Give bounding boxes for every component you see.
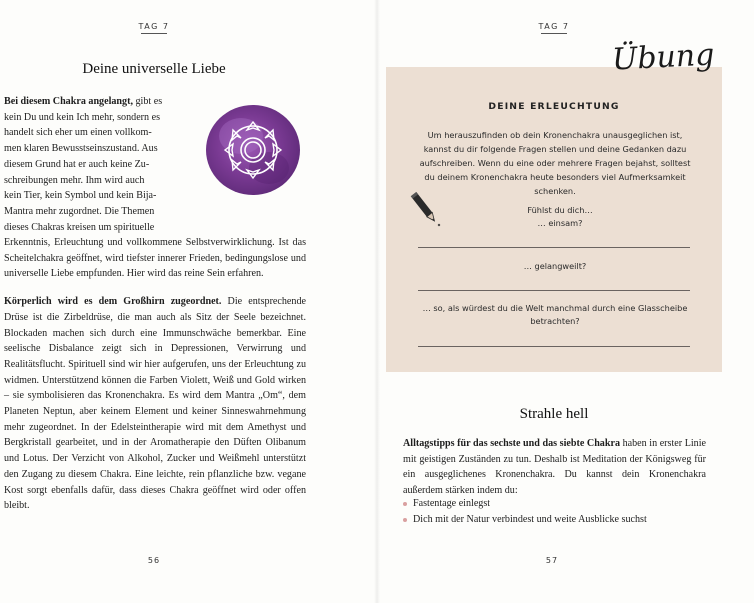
answer-line-3[interactable] [418,346,690,347]
exercise-title: DEINE ERLEUCHTUNG [488,101,620,112]
question-2: … gelangweilt? [523,261,587,271]
text-line: kein Tier, kein Symbol und kein Bija- [4,190,157,202]
text-line: diesem Grund hat er auch keine Zu- [4,158,150,170]
right-body-text [403,436,706,499]
right-running-head: TAG 7 [524,22,584,34]
tips-body: haben in erster Linie mit geistigen Zuständen zu tun. Deshalb ist Meditation der Königsweg für ein ausgeglichenes Kronenchakra. Du kannst dein Kronenchakra außerdem stärken indem du: [403,438,706,497]
text-line: Mantra mehr zugordnet. Die Themen [4,205,155,217]
right-section-title: Strahle hell [519,406,589,422]
question-lead: Fühlst du dich… [527,205,593,215]
pencil-icon [407,186,443,230]
para2 [4,294,306,514]
left-para1-narrow [4,94,199,235]
uebung-script-label: Übung [611,37,716,78]
right-page-number: 57 [545,556,559,565]
crown-chakra-icon [203,102,303,198]
para1-lead: Bei diesem Chakra angelangt, [4,96,133,107]
text-line: kein Du und kein Ich mehr, sondern es [4,111,161,123]
left-page-title: Deine universelle Liebe [82,61,226,77]
para2-lead: Körperlich wird es dem Großhirn zugeordnet. [4,296,222,308]
left-body-text [4,235,306,514]
left-running-head: TAG 7 [124,22,184,34]
question-1: … einsam? [537,218,583,228]
text-line: dieses Chakras kreisen um spirituelle [4,221,155,233]
tips-lead: Alltagstipps für das sechste und das siebte Chakra [403,438,620,449]
para1-continuation: Erkenntnis, Erleuchtung und vollkommene Selbstverwirklichung. Ist das Scheitelchakra geöffnet, wird tiefster innerer Frieden, bedingungslose und universelle Liebe empfunden. Hier wird das reine Sein erfahren. [4,237,306,280]
para2-body: Die entsprechende Drüse ist die Zirbeldrüse, die man auch als Sitz der Seele bezeichnet. Blockaden machen sich durch eine Immunschwäche bemerkbar. Eine seelische Disbalance zeigt sich in Depressionen, Verwirrung und Realitätsflucht. Spirituell sind wir hier aufgerufen, uns der Erleuchtung zu widmen. Unterstützend können die Farben Violett, Weiß und Gold wirken – sie symbolisieren das Kronenchakra. Es wird dem Mantra „Om“, dem Planeten Neptun, aber keinem Element und keiner Sinneswahrnehmung mehr zugeordnet. In der Edelsteintherapie wird mit dem Amethyst und Bergkristall gearbeitet, und in der Aromatherapie den Düften Olibanum und Lotus. Der Verzicht von Alkohol, Zucker und Weißmehl unterstützt den Zugang zu diesem Chakra. Eine leichte, rein pflanzliche bzw. vegane Kost sorgt ebenfalls dafür, dass dieses Chakra geöffnet wird oder offen bleibt. [4,296,306,512]
text-line: schreibungen mehr. Ihm wird auch [4,174,145,186]
text-line: men klaren Bewusstseinszustand. Aus [4,143,158,155]
question-3: … so, als würdest du die Welt manchmal durch eine Glasscheibe betrachten? [422,303,688,326]
list-item: Dich mit der Natur verbindest und weite Ausblicke suchst [403,512,647,528]
left-page-number: 56 [147,556,161,565]
answer-line-1[interactable] [418,247,690,248]
list-item: Fastentage einlegst [403,496,647,512]
text-line: handelt sich eher um einen vollkom- [4,127,152,139]
book-gutter [374,0,380,603]
exercise-intro: Um herauszufinden ob dein Kronenchakra unausgeglichen ist, kannst du dir folgende Fragen stellen und deine Gedanken dazu aufschreiben. Wenn du eine oder mehrere Fragen bejahst, solltest du deinem Kronenchakra heute besonders viel Aufmerksamkeit schenken. [419,130,691,196]
tips-list [403,496,647,527]
answer-line-2[interactable] [418,290,690,291]
text-line: gibt es [132,96,163,107]
